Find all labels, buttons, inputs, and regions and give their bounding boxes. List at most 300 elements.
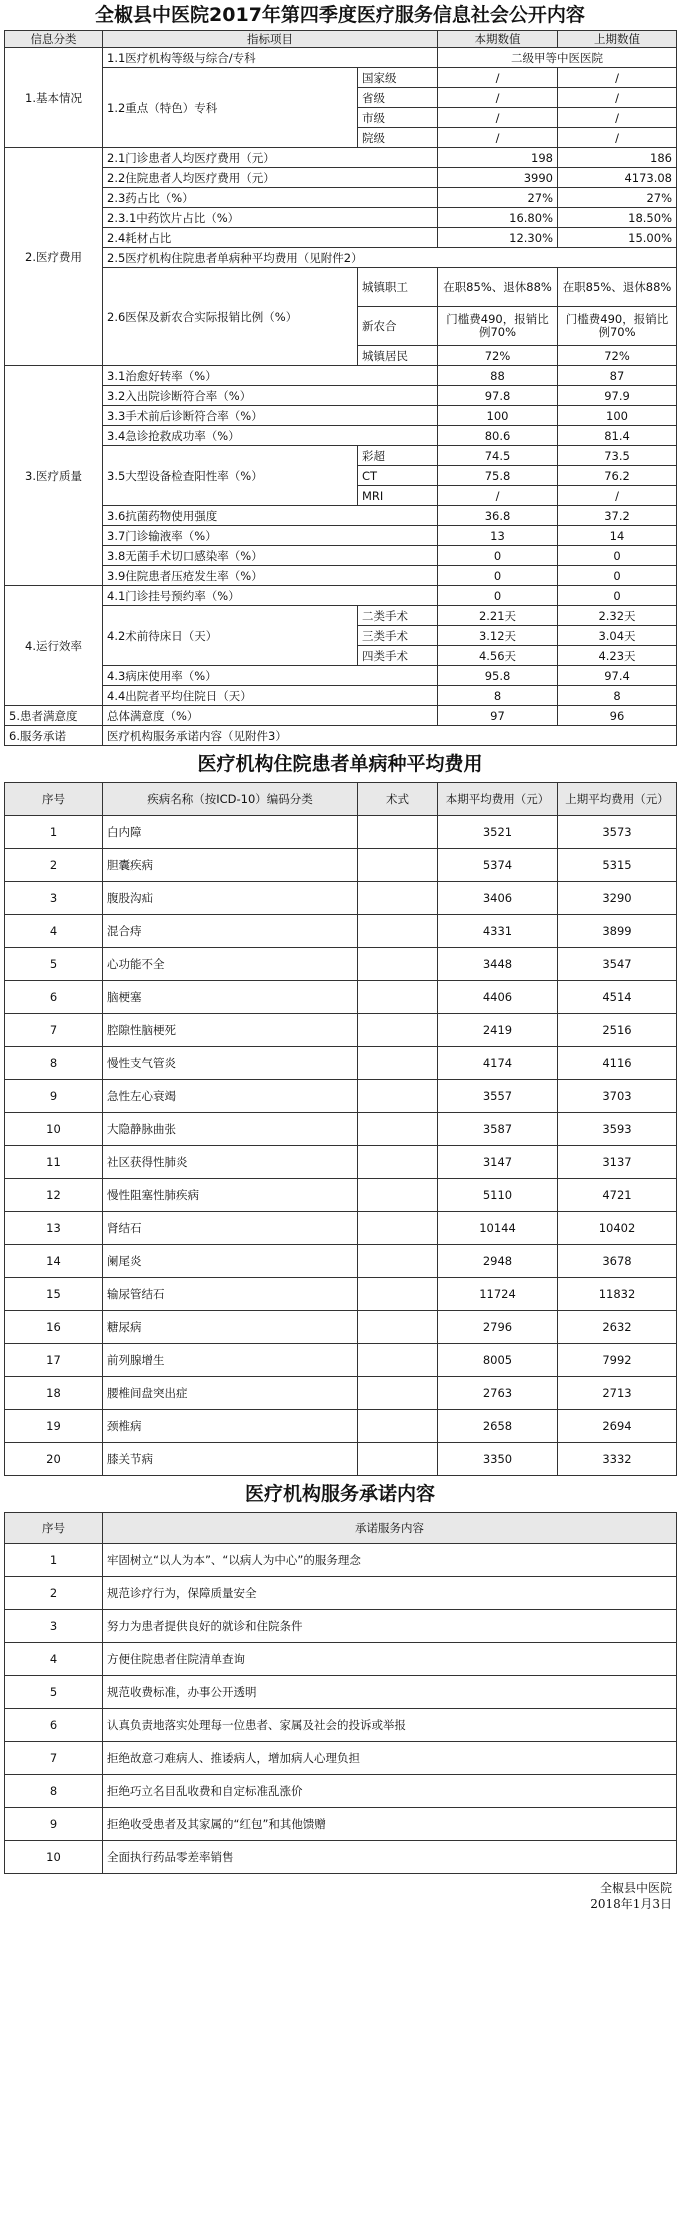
- previous-value: 87: [558, 366, 677, 386]
- current-value: 97: [438, 706, 558, 726]
- sub-label: 新农合: [358, 307, 438, 346]
- previous-cost: 2516: [558, 1014, 677, 1047]
- indicator-label: 4.4出院者平均住院日（天）: [103, 686, 438, 706]
- disease-name: 慢性阻塞性肺疾病: [103, 1179, 358, 1212]
- indicator-label: 2.4耗材占比: [103, 228, 438, 248]
- surgery-cell: [358, 1179, 438, 1212]
- surgery-cell: [358, 1113, 438, 1146]
- current-value: 100: [438, 406, 558, 426]
- current-cost: 11724: [438, 1278, 558, 1311]
- current-cost: 5374: [438, 849, 558, 882]
- disease-cost-table: [4, 782, 677, 1476]
- disease-name: 白内障: [103, 816, 358, 849]
- sub-label: 三类手术: [358, 626, 438, 646]
- document-page: [4, 0, 676, 1912]
- row-number: 7: [5, 1742, 103, 1775]
- current-cost: 10144: [438, 1212, 558, 1245]
- current-cost: 4331: [438, 915, 558, 948]
- previous-cost: 3678: [558, 1245, 677, 1278]
- table-row: [5, 586, 677, 606]
- table-row: [5, 1179, 677, 1212]
- sub-label: CT: [358, 466, 438, 486]
- row-number: 13: [5, 1212, 103, 1245]
- surgery-cell: [358, 1278, 438, 1311]
- table-row: [5, 686, 677, 706]
- header-category: 信息分类: [5, 31, 103, 48]
- surgery-cell: [358, 882, 438, 915]
- disease-name: 颈椎病: [103, 1410, 358, 1443]
- previous-value: 8: [558, 686, 677, 706]
- previous-cost: 10402: [558, 1212, 677, 1245]
- table-row: [5, 1544, 677, 1577]
- current-value: 80.6: [438, 426, 558, 446]
- current-value: 36.8: [438, 506, 558, 526]
- table-row: [5, 248, 677, 268]
- indicator-label: 1.2重点（特色）专科: [103, 68, 358, 148]
- header-no: 序号: [5, 1513, 103, 1544]
- category-label: 3.医疗质量: [5, 366, 103, 586]
- header-previous: 上期数值: [558, 31, 677, 48]
- category-label: 6.服务承诺: [5, 726, 103, 746]
- disease-name: 膝关节病: [103, 1443, 358, 1476]
- current-cost: 3557: [438, 1080, 558, 1113]
- table-row: [5, 816, 677, 849]
- table-row: [5, 726, 677, 746]
- promise-section-title: 医疗机构服务承诺内容: [244, 1483, 435, 1505]
- sub-label: 城镇居民: [358, 346, 438, 366]
- disease-name: 混合痔: [103, 915, 358, 948]
- current-cost: 3587: [438, 1113, 558, 1146]
- surgery-cell: [358, 1212, 438, 1245]
- sub-label: 国家级: [358, 68, 438, 88]
- disease-name: 社区获得性肺炎: [103, 1146, 358, 1179]
- table-row: [5, 981, 677, 1014]
- previous-cost: 7992: [558, 1344, 677, 1377]
- previous-cost: 4514: [558, 981, 677, 1014]
- indicator-label: 3.6抗菌药物使用强度: [103, 506, 438, 526]
- table-row: [5, 666, 677, 686]
- previous-cost: 3547: [558, 948, 677, 981]
- disease-section-title: 医疗机构住院患者单病种平均费用: [197, 753, 483, 775]
- header-surgery: 术式: [358, 783, 438, 816]
- surgery-cell: [358, 816, 438, 849]
- table-row: [5, 446, 677, 466]
- disease-name: 胆囊疾病: [103, 849, 358, 882]
- current-value: 95.8: [438, 666, 558, 686]
- table-row: [5, 228, 677, 248]
- row-number: 10: [5, 1113, 103, 1146]
- row-number: 8: [5, 1047, 103, 1080]
- table-row: [5, 1610, 677, 1643]
- row-number: 17: [5, 1344, 103, 1377]
- promise-text: 努力为患者提供良好的就诊和住院条件: [103, 1610, 677, 1643]
- current-value: /: [438, 68, 558, 88]
- promise-text: 牢固树立“以人为本”、“以病人为中心”的服务理念: [103, 1544, 677, 1577]
- previous-value: 97.9: [558, 386, 677, 406]
- category-label: 4.运行效率: [5, 586, 103, 706]
- table-row: [5, 1513, 677, 1544]
- previous-value: 96: [558, 706, 677, 726]
- row-number: 10: [5, 1841, 103, 1874]
- current-value: 在职85%、退休88%: [438, 268, 558, 307]
- indicator-label: 医疗机构服务承诺内容（见附件3）: [103, 726, 677, 746]
- row-number: 1: [5, 816, 103, 849]
- row-number: 5: [5, 1676, 103, 1709]
- promise-text: 全面执行药品零差率销售: [103, 1841, 677, 1874]
- header-content: 承诺服务内容: [103, 1513, 677, 1544]
- row-number: 7: [5, 1014, 103, 1047]
- row-number: 3: [5, 1610, 103, 1643]
- current-value: 97.8: [438, 386, 558, 406]
- footer-date: 2018年1月3日: [590, 1897, 672, 1911]
- current-cost: 3448: [438, 948, 558, 981]
- current-value: /: [438, 108, 558, 128]
- category-label: 2.医疗费用: [5, 148, 103, 366]
- table-row: [5, 426, 677, 446]
- promise-text: 规范诊疗行为，保障质量安全: [103, 1577, 677, 1610]
- header-previous-cost: 上期平均费用（元）: [558, 783, 677, 816]
- previous-value: 在职85%、退休88%: [558, 268, 677, 307]
- table-row: [5, 1443, 677, 1476]
- row-number: 4: [5, 1643, 103, 1676]
- surgery-cell: [358, 1245, 438, 1278]
- footer: [4, 1880, 676, 1912]
- surgery-cell: [358, 1443, 438, 1476]
- category-label: 1.基本情况: [5, 48, 103, 148]
- previous-value: 81.4: [558, 426, 677, 446]
- indicator-label: 3.9住院患者压疮发生率（%）: [103, 566, 438, 586]
- table-row: [5, 68, 677, 88]
- table-row: [5, 606, 677, 626]
- current-value: 3990: [438, 168, 558, 188]
- current-cost: 3147: [438, 1146, 558, 1179]
- previous-cost: 3290: [558, 882, 677, 915]
- previous-cost: 4116: [558, 1047, 677, 1080]
- current-cost: 4406: [438, 981, 558, 1014]
- previous-cost: 3703: [558, 1080, 677, 1113]
- sub-label: 院级: [358, 128, 438, 148]
- table-row: [5, 188, 677, 208]
- row-number: 8: [5, 1775, 103, 1808]
- previous-value: /: [558, 68, 677, 88]
- table-row: [5, 1146, 677, 1179]
- current-cost: 2763: [438, 1377, 558, 1410]
- disease-name: 腹股沟疝: [103, 882, 358, 915]
- current-value: 198: [438, 148, 558, 168]
- previous-cost: 3137: [558, 1146, 677, 1179]
- header-current: 本期数值: [438, 31, 558, 48]
- indicator-label: 2.3.1中药饮片占比（%）: [103, 208, 438, 228]
- current-cost: 3521: [438, 816, 558, 849]
- table-row: [5, 783, 677, 816]
- previous-value: 0: [558, 566, 677, 586]
- row-number: 19: [5, 1410, 103, 1443]
- table-row: [5, 526, 677, 546]
- sub-label: MRI: [358, 486, 438, 506]
- previous-value: 14: [558, 526, 677, 546]
- indicator-value: 二级甲等中医医院: [438, 48, 677, 68]
- row-number: 14: [5, 1245, 103, 1278]
- previous-value: /: [558, 128, 677, 148]
- row-number: 20: [5, 1443, 103, 1476]
- surgery-cell: [358, 981, 438, 1014]
- current-value: 74.5: [438, 446, 558, 466]
- disease-name: 阑尾炎: [103, 1245, 358, 1278]
- row-number: 9: [5, 1808, 103, 1841]
- row-number: 5: [5, 948, 103, 981]
- previous-value: 4.23天: [558, 646, 677, 666]
- indicator-label: 3.7门诊输液率（%）: [103, 526, 438, 546]
- current-cost: 4174: [438, 1047, 558, 1080]
- service-promise-table: [4, 1512, 677, 1874]
- disease-name: 腔隙性脑梗死: [103, 1014, 358, 1047]
- previous-value: 2.32天: [558, 606, 677, 626]
- indicator-label: 3.8无菌手术切口感染率（%）: [103, 546, 438, 566]
- indicator-label: 3.5大型设备检查阳性率（%）: [103, 446, 358, 506]
- row-number: 3: [5, 882, 103, 915]
- indicator-label: 4.1门诊挂号预约率（%）: [103, 586, 438, 606]
- table-row: [5, 406, 677, 426]
- table-row: [5, 208, 677, 228]
- previous-cost: 3593: [558, 1113, 677, 1146]
- previous-cost: 11832: [558, 1278, 677, 1311]
- current-cost: 2948: [438, 1245, 558, 1278]
- row-number: 1: [5, 1544, 103, 1577]
- current-value: 13: [438, 526, 558, 546]
- previous-value: 37.2: [558, 506, 677, 526]
- row-number: 4: [5, 915, 103, 948]
- current-value: 72%: [438, 346, 558, 366]
- row-number: 2: [5, 1577, 103, 1610]
- surgery-cell: [358, 1410, 438, 1443]
- promise-text: 规范收费标准，办事公开透明: [103, 1676, 677, 1709]
- sub-label: 市级: [358, 108, 438, 128]
- promise-text: 拒绝故意刁难病人、推诿病人，增加病人心理负担: [103, 1742, 677, 1775]
- current-value: 75.8: [438, 466, 558, 486]
- indicator-label: 3.3手术前后诊断符合率（%）: [103, 406, 438, 426]
- previous-value: /: [558, 108, 677, 128]
- table-row: [5, 1377, 677, 1410]
- disease-name: 慢性支气管炎: [103, 1047, 358, 1080]
- current-cost: 3406: [438, 882, 558, 915]
- previous-cost: 3899: [558, 915, 677, 948]
- table-row: [5, 1775, 677, 1808]
- current-value: /: [438, 486, 558, 506]
- surgery-cell: [358, 1146, 438, 1179]
- surgery-cell: [358, 1080, 438, 1113]
- table-row: [5, 546, 677, 566]
- current-value: 12.30%: [438, 228, 558, 248]
- sub-label: 二类手术: [358, 606, 438, 626]
- current-cost: 5110: [438, 1179, 558, 1212]
- table-row: [5, 1212, 677, 1245]
- row-number: 16: [5, 1311, 103, 1344]
- table-row: [5, 268, 677, 307]
- previous-value: 73.5: [558, 446, 677, 466]
- previous-value: 3.04天: [558, 626, 677, 646]
- current-value: 3.12天: [438, 626, 558, 646]
- table-row: [5, 1808, 677, 1841]
- table-row: [5, 1245, 677, 1278]
- table-row: [5, 386, 677, 406]
- current-value: 8: [438, 686, 558, 706]
- header-indicator: 指标项目: [103, 31, 438, 48]
- disease-name: 大隐静脉曲张: [103, 1113, 358, 1146]
- previous-value: 97.4: [558, 666, 677, 686]
- current-value: 16.80%: [438, 208, 558, 228]
- table-row: [5, 1410, 677, 1443]
- current-value: 0: [438, 566, 558, 586]
- previous-value: 27%: [558, 188, 677, 208]
- row-number: 11: [5, 1146, 103, 1179]
- previous-value: /: [558, 88, 677, 108]
- sub-label: 省级: [358, 88, 438, 108]
- indicator-label: 2.5医疗机构住院患者单病种平均费用（见附件2）: [103, 248, 677, 268]
- table-row: [5, 915, 677, 948]
- table-row: [5, 849, 677, 882]
- previous-value: 18.50%: [558, 208, 677, 228]
- table-row: [5, 1676, 677, 1709]
- previous-value: 76.2: [558, 466, 677, 486]
- table-row: [5, 148, 677, 168]
- table-row: [5, 1113, 677, 1146]
- surgery-cell: [358, 1377, 438, 1410]
- table-row: [5, 1311, 677, 1344]
- table-row: [5, 31, 677, 48]
- header-no: 序号: [5, 783, 103, 816]
- table-row: [5, 1709, 677, 1742]
- row-number: 12: [5, 1179, 103, 1212]
- row-number: 2: [5, 849, 103, 882]
- current-value: 2.21天: [438, 606, 558, 626]
- current-value: /: [438, 128, 558, 148]
- table-row: [5, 882, 677, 915]
- disease-name: 糖尿病: [103, 1311, 358, 1344]
- current-value: 88: [438, 366, 558, 386]
- table-row: [5, 566, 677, 586]
- indicator-label: 2.6医保及新农合实际报销比例（%）: [103, 268, 358, 366]
- indicator-label: 1.1医疗机构等级与综合/专科: [103, 48, 438, 68]
- indicator-label: 总体满意度（%）: [103, 706, 438, 726]
- previous-value: 4173.08: [558, 168, 677, 188]
- current-cost: 2419: [438, 1014, 558, 1047]
- disease-name: 急性左心衰竭: [103, 1080, 358, 1113]
- previous-cost: 4721: [558, 1179, 677, 1212]
- table-row: [5, 1080, 677, 1113]
- surgery-cell: [358, 1311, 438, 1344]
- sub-label: 四类手术: [358, 646, 438, 666]
- current-cost: 8005: [438, 1344, 558, 1377]
- previous-value: 15.00%: [558, 228, 677, 248]
- surgery-cell: [358, 948, 438, 981]
- indicator-label: 3.2入出院诊断符合率（%）: [103, 386, 438, 406]
- disease-name: 心功能不全: [103, 948, 358, 981]
- row-number: 6: [5, 981, 103, 1014]
- table-row: [5, 168, 677, 188]
- table-row: [5, 1742, 677, 1775]
- indicator-label: 3.4急诊抢救成功率（%）: [103, 426, 438, 446]
- table-row: [5, 1841, 677, 1874]
- previous-value: 100: [558, 406, 677, 426]
- row-number: 18: [5, 1377, 103, 1410]
- current-value: 27%: [438, 188, 558, 208]
- surgery-cell: [358, 1047, 438, 1080]
- current-cost: 2658: [438, 1410, 558, 1443]
- previous-cost: 2713: [558, 1377, 677, 1410]
- current-cost: 3350: [438, 1443, 558, 1476]
- surgery-cell: [358, 849, 438, 882]
- table-row: [5, 1047, 677, 1080]
- promise-text: 认真负责地落实处理每一位患者、家属及社会的投诉或举报: [103, 1709, 677, 1742]
- disease-name: 肾结石: [103, 1212, 358, 1245]
- current-value: /: [438, 88, 558, 108]
- disease-name: 腰椎间盘突出症: [103, 1377, 358, 1410]
- indicator-label: 3.1治愈好转率（%）: [103, 366, 438, 386]
- row-number: 15: [5, 1278, 103, 1311]
- current-value: 0: [438, 586, 558, 606]
- info-table: [4, 30, 677, 746]
- row-number: 9: [5, 1080, 103, 1113]
- previous-value: 门槛费490，报销比例70%: [558, 307, 677, 346]
- indicator-label: 4.2术前待床日（天）: [103, 606, 358, 666]
- promise-text: 方便住院患者住院清单查询: [103, 1643, 677, 1676]
- previous-value: 0: [558, 586, 677, 606]
- sub-label: 彩超: [358, 446, 438, 466]
- table-row: [5, 948, 677, 981]
- table-row: [5, 48, 677, 68]
- table-row: [5, 1014, 677, 1047]
- table-row: [5, 1278, 677, 1311]
- indicator-label: 2.2住院患者人均医疗费用（元）: [103, 168, 438, 188]
- current-value: 0: [438, 546, 558, 566]
- promise-text: 拒绝收受患者及其家属的“红包”和其他馈赠: [103, 1808, 677, 1841]
- footer-org: 全椒县中医院: [599, 1881, 672, 1895]
- surgery-cell: [358, 1014, 438, 1047]
- row-number: 6: [5, 1709, 103, 1742]
- current-cost: 2796: [438, 1311, 558, 1344]
- table-row: [5, 1344, 677, 1377]
- previous-cost: 2694: [558, 1410, 677, 1443]
- indicator-label: 4.3病床使用率（%）: [103, 666, 438, 686]
- previous-value: 186: [558, 148, 677, 168]
- table-row: [5, 1577, 677, 1610]
- surgery-cell: [358, 915, 438, 948]
- surgery-cell: [358, 1344, 438, 1377]
- previous-cost: 3573: [558, 816, 677, 849]
- table-row: [5, 506, 677, 526]
- previous-value: 72%: [558, 346, 677, 366]
- disease-name: 脑梗塞: [103, 981, 358, 1014]
- table-row: [5, 706, 677, 726]
- current-value: 门槛费490，报销比例70%: [438, 307, 558, 346]
- table-row: [5, 1643, 677, 1676]
- indicator-label: 2.3药占比（%）: [103, 188, 438, 208]
- previous-cost: 2632: [558, 1311, 677, 1344]
- previous-value: /: [558, 486, 677, 506]
- page-title: 全椒县中医院2017年第四季度医疗服务信息社会公开内容: [95, 4, 585, 26]
- header-disease-name: 疾病名称（按ICD-10）编码分类: [103, 783, 358, 816]
- previous-value: 0: [558, 546, 677, 566]
- previous-cost: 3332: [558, 1443, 677, 1476]
- table-row: [5, 366, 677, 386]
- category-label: 5.患者满意度: [5, 706, 103, 726]
- disease-name: 输尿管结石: [103, 1278, 358, 1311]
- disease-name: 前列腺增生: [103, 1344, 358, 1377]
- promise-text: 拒绝巧立名目乱收费和自定标准乱涨价: [103, 1775, 677, 1808]
- header-current-cost: 本期平均费用（元）: [438, 783, 558, 816]
- sub-label: 城镇职工: [358, 268, 438, 307]
- current-value: 4.56天: [438, 646, 558, 666]
